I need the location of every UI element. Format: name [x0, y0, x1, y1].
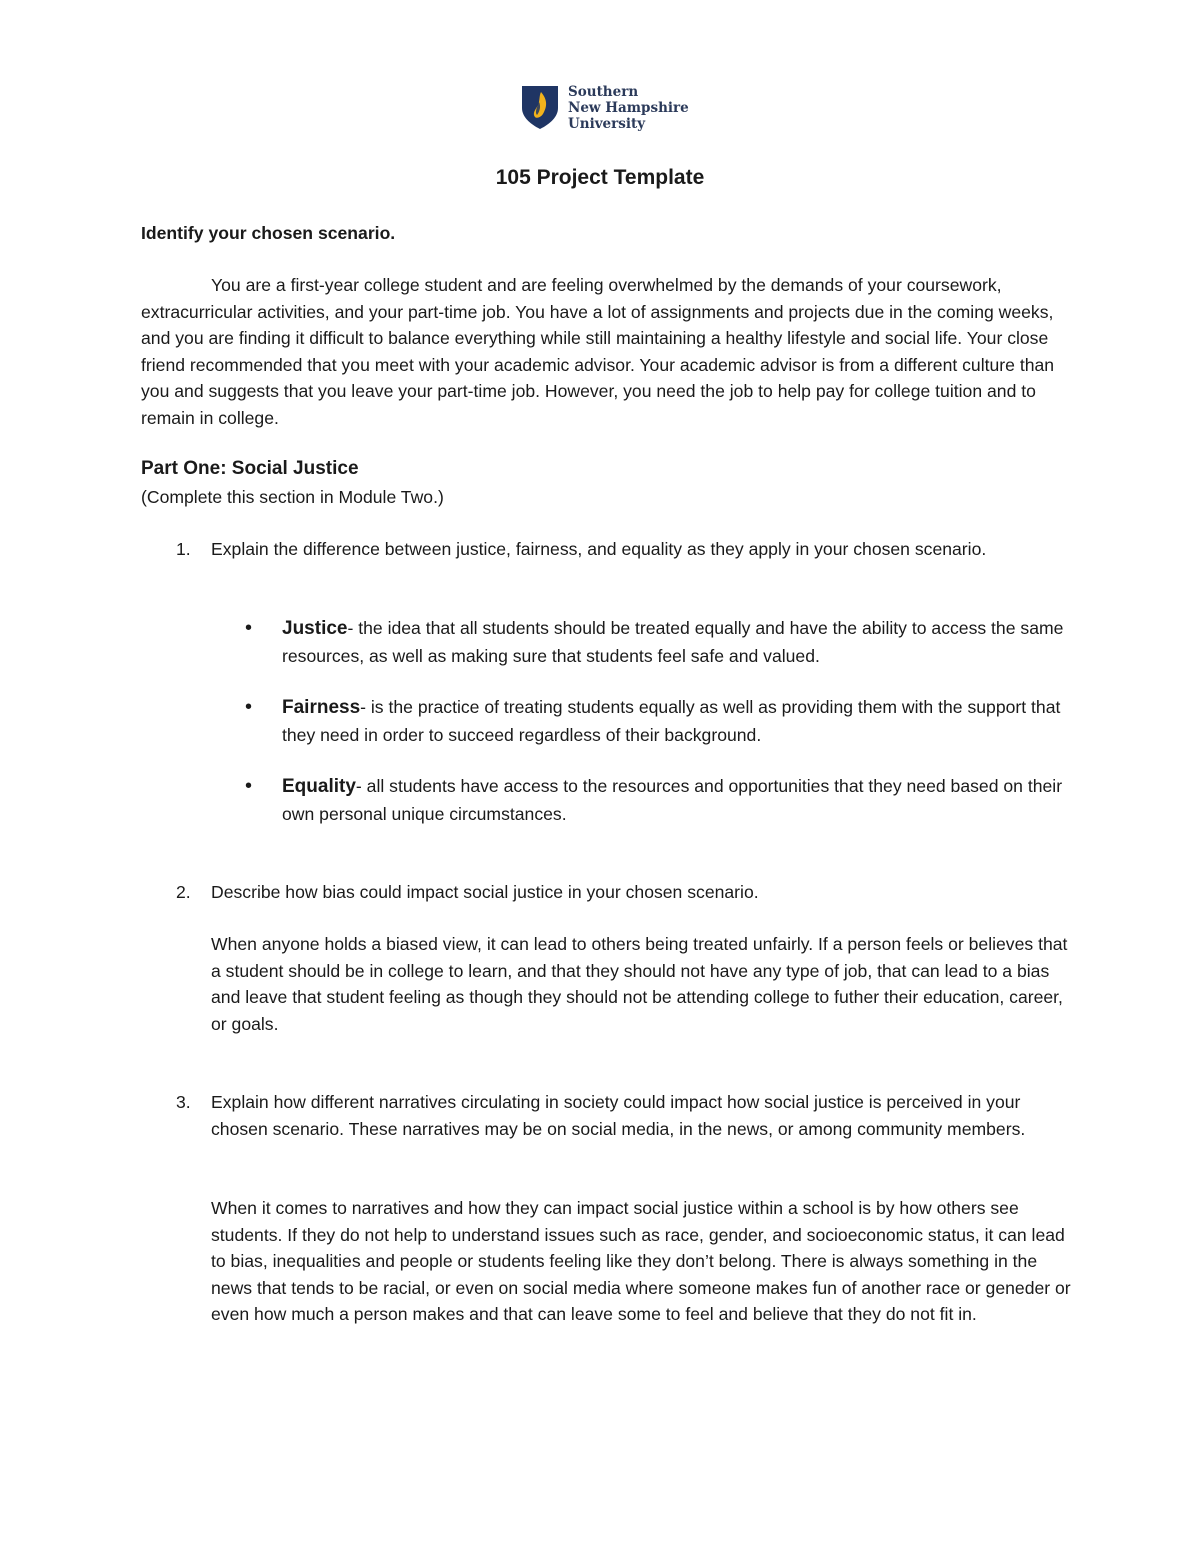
part-one-note: (Complete this section in Module Two.)	[141, 487, 444, 507]
question-text: Explain the difference between justice, fairness, and equality as they apply in your chosen scenario.	[211, 539, 987, 559]
logo-line-3: University	[568, 116, 646, 132]
question-2	[176, 879, 1066, 906]
scenario-heading: Identify your chosen scenario.	[141, 223, 396, 243]
answer-3: When it comes to narratives and how they can impact social justice within a school is by how others see students. If they do not help to understand issues such as race, gender, and socioeconomic status, it can lead to bias, inequalities and people or students feeling like they don’t belong. There is always something in the news that tends to be racial, or even on social media where someone makes fun of another race or geneder or even how much a person makes and that can leave some to feel and believe that they do not fit in.	[211, 1198, 1071, 1324]
university-logo	[520, 84, 689, 132]
bullet-icon: •	[245, 775, 253, 797]
question-number: 2.	[176, 882, 191, 902]
question-text: Describe how bias could impact social justice in your chosen scenario.	[211, 882, 759, 902]
question-number: 1.	[176, 539, 191, 559]
bullet-icon: •	[245, 617, 253, 639]
scenario-paragraph: You are a first-year college student and are feeling overwhelmed by the demands of your coursework, extracurricular activities, and your part-time job. You have a lot of assignments and projects due in the coming weeks, and you are finding it difficult to balance everything while still maintaining a healthy lifestyle and social life. Your close friend recommended that you meet with your academic advisor. Your academic advisor is from a different culture than you and suggests that you leave your part-time job. However, you need the job to help pay for college tuition and to remain in college.	[141, 275, 1055, 428]
university-name	[568, 84, 689, 132]
bullet-text: - is the practice of treating students equally as well as providing them with the support that they need in order to succeed regardless of their background.	[282, 697, 1061, 745]
bullet-text: - all students have access to the resources and opportunities that they need based on their own personal unique circumstances.	[282, 776, 1063, 824]
bullet-term: Equality	[282, 776, 356, 797]
question-text: Explain how different narratives circulating in society could impact how social justice is perceived in your chosen scenario. These narratives may be on social media, in the news, or among community members.	[211, 1092, 1026, 1139]
question-1	[176, 536, 1066, 563]
bullet-fairness	[245, 694, 1065, 748]
question-3	[176, 1089, 1066, 1142]
logo-line-1: Southern	[568, 84, 639, 100]
bullet-justice	[245, 615, 1065, 669]
question-number: 3.	[176, 1092, 191, 1112]
shield-flame-icon	[520, 84, 560, 130]
part-one-heading: Part One: Social Justice	[141, 458, 359, 479]
bullet-equality	[245, 773, 1065, 827]
page-title: 105 Project Template	[495, 166, 705, 189]
bullet-term: Justice	[282, 618, 348, 639]
bullet-icon: •	[245, 696, 253, 718]
bullet-term: Fairness	[282, 697, 361, 718]
bullet-text: - the idea that all students should be treated equally and have the ability to access the same resources, as well as making sure that students feel safe and valued.	[282, 618, 1064, 666]
logo-line-2: New Hampshire	[568, 100, 689, 116]
answer-2: When anyone holds a biased view, it can lead to others being treated unfairly. If a person feels or believes that a student should be in college to learn, and that they should not have any type of job, that can lead to a bias and leave that student feeling as though they should not be attending college to futher their education, career, or goals.	[211, 934, 1068, 1034]
